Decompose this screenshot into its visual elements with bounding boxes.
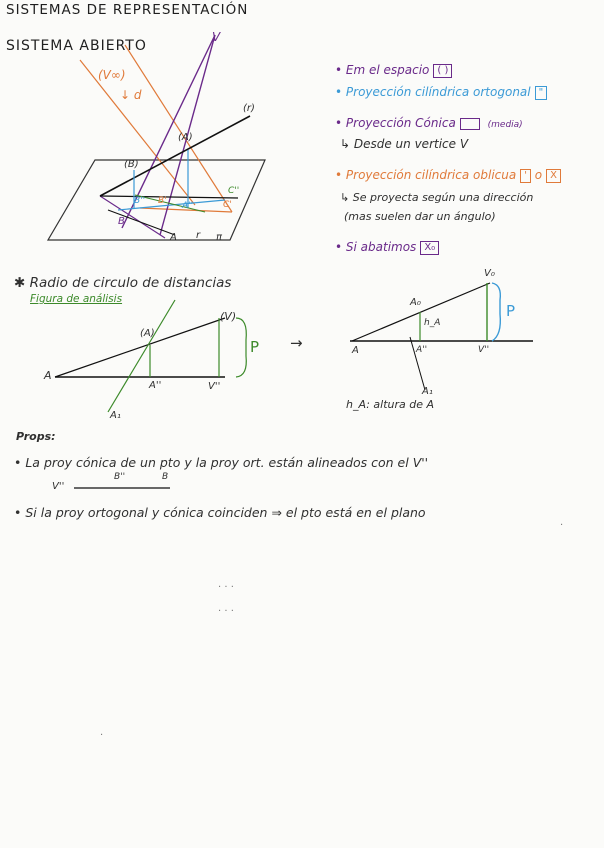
legend-conica-media: (media)	[487, 120, 523, 130]
label-line-r: (r)	[243, 103, 255, 114]
legend-oblicua-sep: o	[534, 168, 543, 182]
label-b-space: (B)	[124, 159, 139, 170]
transform-arrow: →	[290, 334, 303, 352]
label-pi: π	[216, 232, 223, 243]
props-heading: Props:	[16, 430, 56, 443]
f2-label-v-double-prime: V''	[208, 381, 221, 392]
legend-abatimos-text: • Si abatimos	[335, 240, 417, 254]
legend-abatimos-box: X₀	[420, 241, 439, 255]
f2-label-a1: A₁	[110, 410, 121, 421]
label-b-prime: B'	[158, 196, 167, 206]
label-r-bottom: r	[196, 230, 201, 241]
f3-label-a: A	[352, 345, 359, 356]
page-title: SISTEMAS DE REPRESENTACIÓN	[6, 2, 249, 18]
legend-en-el-espacio	[335, 63, 452, 78]
legend-proyeccion-ortogonal	[335, 85, 547, 100]
props-label-v-double-prime: V''	[52, 481, 65, 492]
props-label-b: B	[162, 472, 169, 482]
label-b-bottom: B	[118, 216, 125, 227]
scan-speck: ·	[560, 520, 564, 531]
legend-en-el-espacio-box: ( )	[433, 64, 452, 78]
label-v-infinity: (V∞)	[98, 68, 126, 82]
f2-label-a-space: (A)	[140, 328, 155, 339]
prop-1: • La proy cónica de un pto y la proy ort. están alineados con el V''	[14, 455, 429, 470]
line-r-projection	[100, 196, 238, 198]
f3-label-ha: h_A	[424, 318, 441, 328]
legend-desde-vertice: ↳ Desde un vertice V	[340, 137, 469, 151]
prop-2: • Si la proy ortogonal y cónica coinciden ⇒ el pto está en el plano	[14, 505, 426, 520]
scan-speck: ·	[100, 730, 104, 741]
f2-green-slant	[108, 300, 175, 412]
conic-trace	[100, 196, 165, 238]
f3-label-a-double-prime: A''	[416, 345, 428, 355]
f3-label-v0: V₀	[484, 268, 495, 279]
section-figura-analisis: Figura de análisis	[30, 293, 123, 305]
label-a-double-prime: A''	[182, 201, 194, 211]
f2-label-v-space: (V)	[220, 310, 237, 323]
legend-en-el-espacio-text: • Em el espacio	[335, 63, 430, 77]
f2-hyp	[55, 318, 225, 377]
section-radio-circulo: ✱ Radio de circulo de distancias	[14, 275, 232, 291]
legend-conica-text: • Proyección Cónica	[335, 116, 456, 130]
legend-oblicua-box1: '	[520, 169, 531, 183]
f3-hyp	[352, 283, 490, 341]
label-c-prime: C'	[223, 200, 232, 210]
f3-label-a0: A₀	[410, 297, 421, 308]
line-r	[100, 116, 250, 196]
label-c-double-prime: C''	[228, 186, 240, 196]
legend-oblicua-text: • Proyección cilíndrica oblicua	[335, 168, 517, 182]
label-a-bottom: A	[170, 232, 177, 243]
f2-label-p: P	[250, 338, 260, 356]
label-a-space: (A)	[178, 132, 193, 143]
legend-oblicua-box2: X	[546, 169, 561, 183]
f2-label-a-double-prime: A''	[149, 380, 162, 391]
scan-speck: · · ·	[218, 582, 234, 593]
label-b-double-prime: B''	[134, 196, 146, 206]
legend-proyeccion-conica	[335, 116, 523, 130]
legend-ortogonal-box: "	[535, 86, 548, 100]
f3-label-a1: A₁	[422, 386, 433, 397]
legend-ortogonal-text: • Proyección cilíndrica ortogonal	[335, 85, 531, 99]
scan-speck: · · ·	[218, 606, 234, 617]
f3-label-p: P	[506, 302, 516, 320]
legend-si-abatimos	[335, 240, 439, 255]
f2-label-a: A	[44, 369, 52, 382]
section-title-sistema-abierto: SISTEMA ABIERTO	[6, 38, 147, 54]
f2-p-brace	[236, 318, 246, 377]
legend-conica-box	[460, 118, 480, 130]
legend-proyeccion-oblicua	[335, 168, 561, 183]
f3-caption-altura: h_A: altura de A	[346, 398, 435, 411]
label-vertex-v: V	[212, 30, 221, 44]
legend-angulo: (mas suelen dar un ángulo)	[344, 210, 496, 223]
legend-segun-direccion: ↳ Se proyecta según una dirección	[340, 191, 534, 204]
f3-p-brace	[492, 283, 500, 341]
f3-label-v-double-prime: V''	[478, 345, 490, 355]
label-direction-d: ↓ d	[120, 88, 142, 102]
props-label-b-double-prime: B''	[114, 472, 126, 482]
